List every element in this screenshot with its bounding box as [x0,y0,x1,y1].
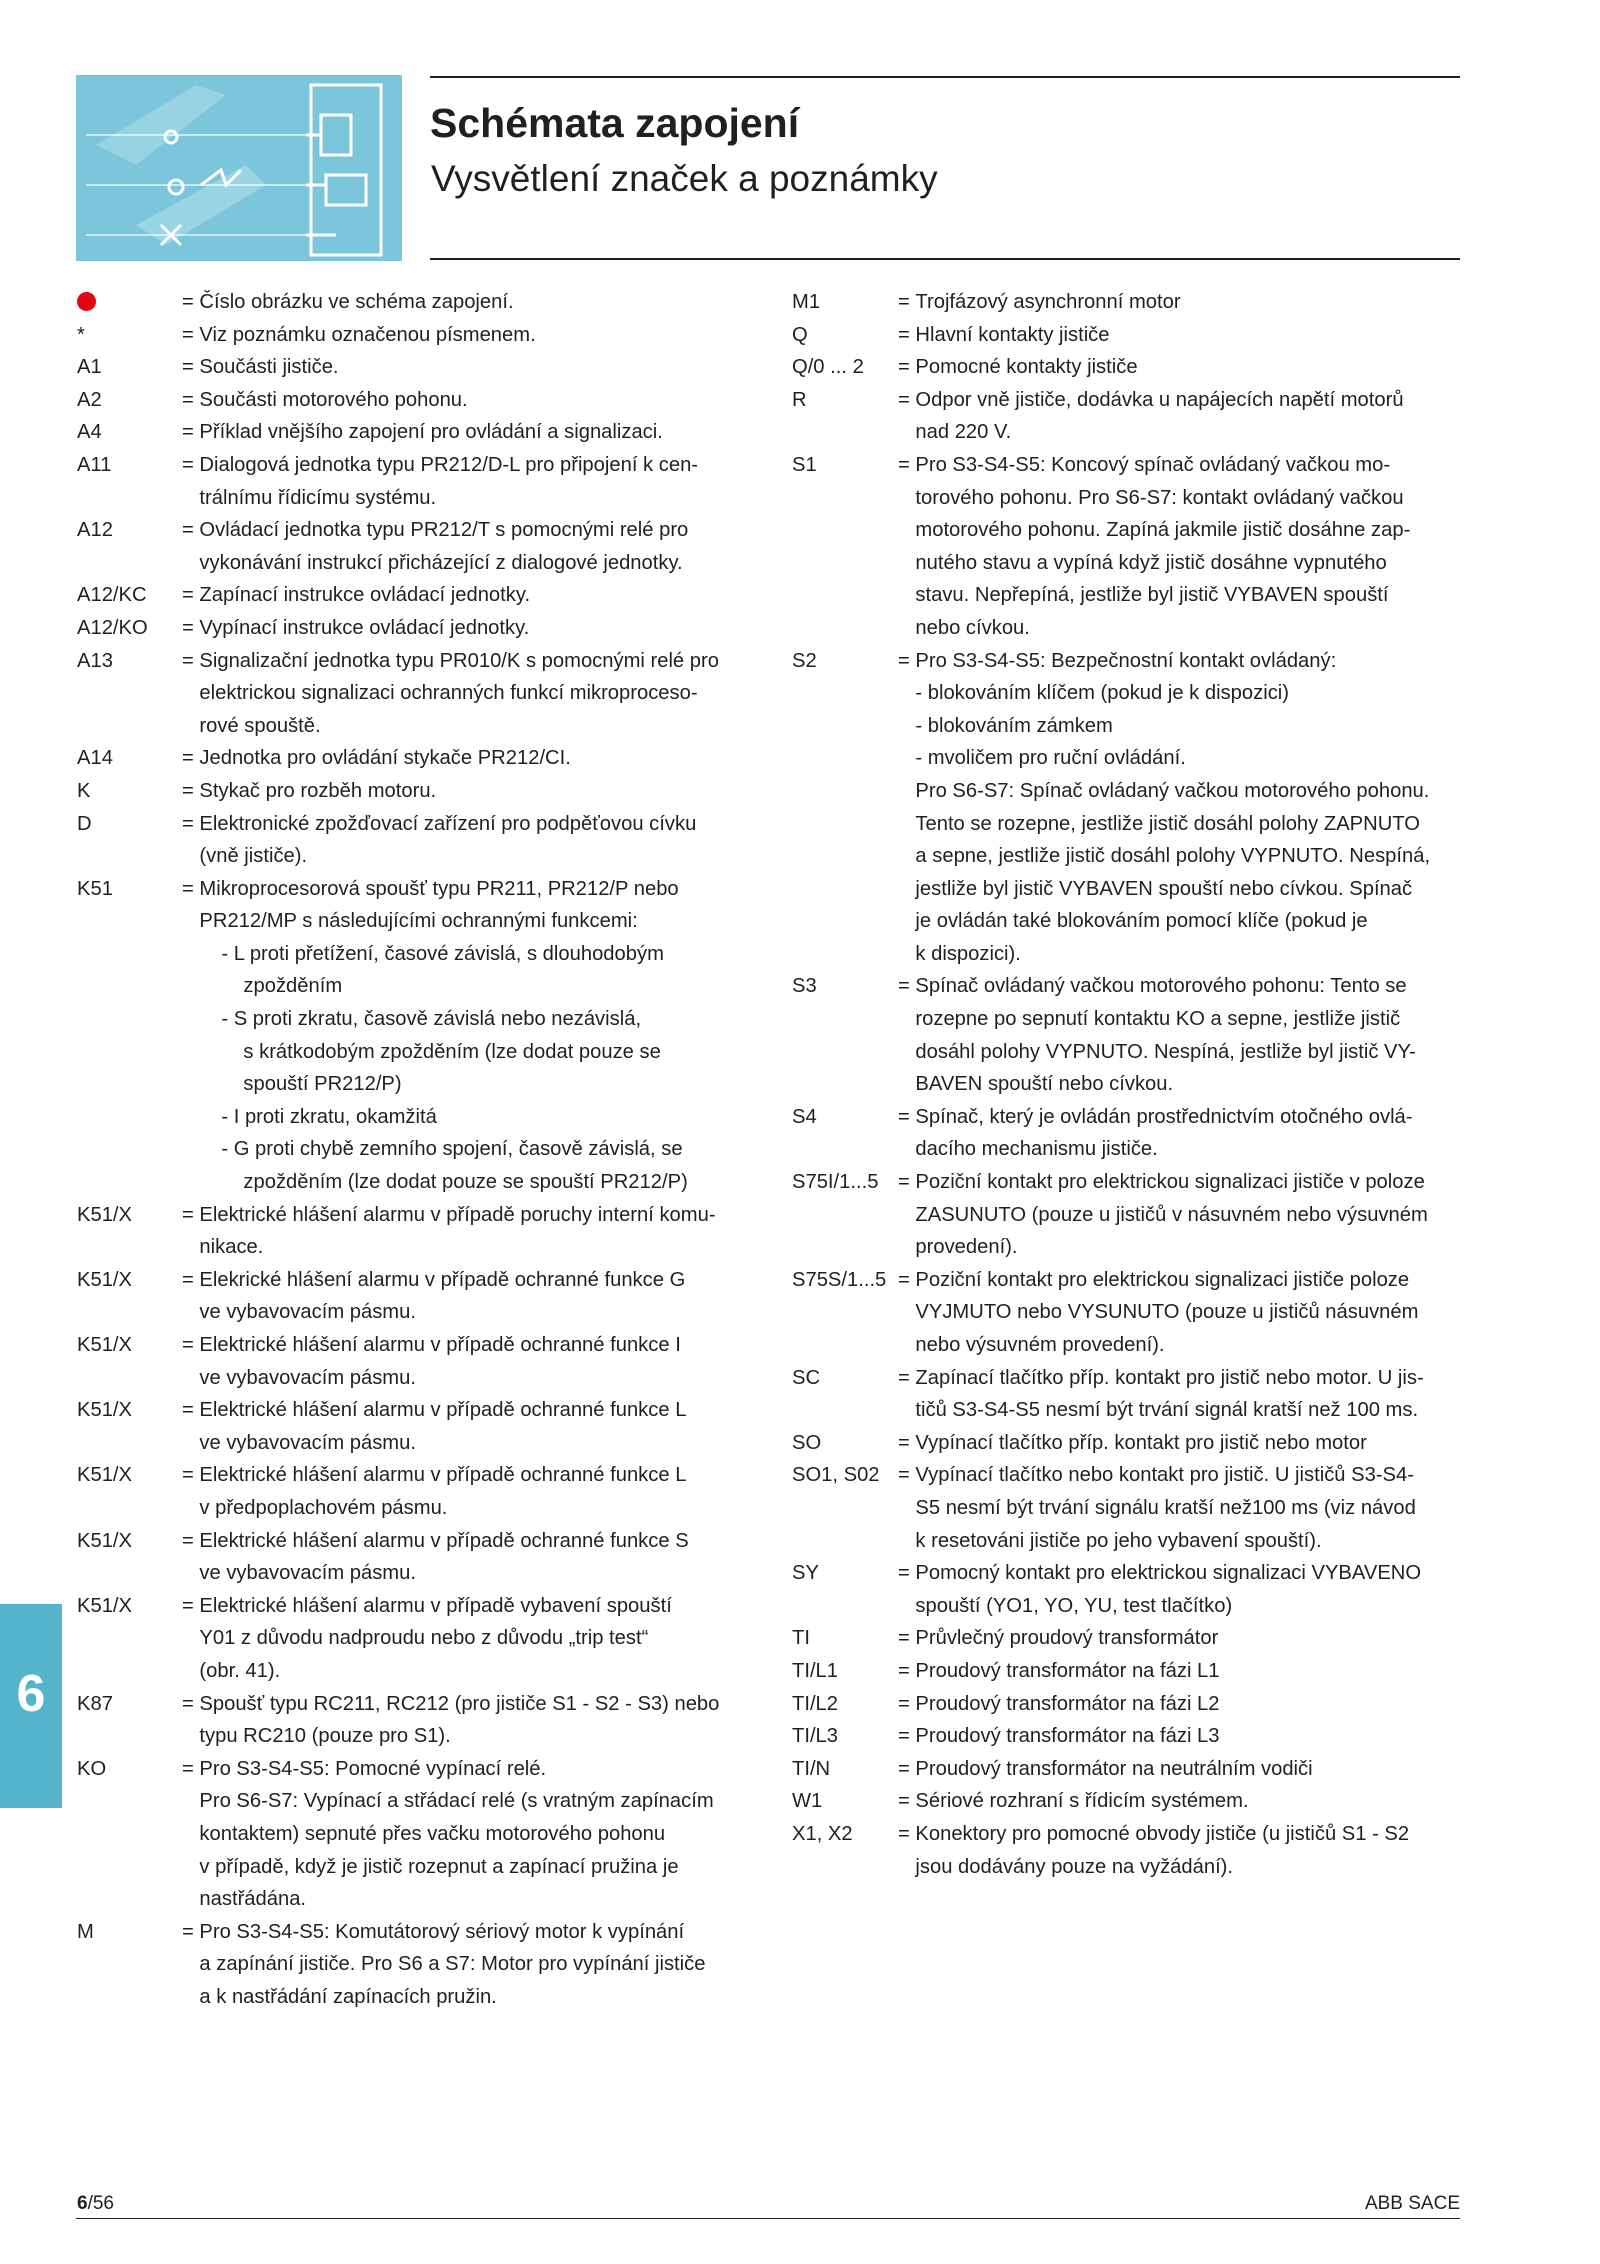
circuit-symbols-illustration [76,75,402,261]
legend-column-right [792,286,1460,1883]
description-line: Pro S3-S4-S5: Bezpečnostní kontakt ovládaný: [915,649,1337,672]
description-line: Pro S3-S4-S5: Komutátorový sériový motor k vypínání [199,1920,685,1943]
description-line: Poziční kontakt pro elektrickou signalizaci jističe v poloze [915,1171,1425,1194]
legend-entry [77,873,745,1199]
description-line: - mvoličem pro ruční ovládání. [915,747,1186,770]
legend-code: S4 [792,1105,817,1128]
description-line: ve vybavovacím pásmu. [199,1366,416,1389]
legend-equals: = [182,1757,194,1780]
legend-description [915,1427,1460,1460]
description-line: Součásti jističe. [199,356,339,379]
legend-equals: = [898,1562,910,1585]
legend-equals: = [898,1105,910,1128]
legend-equals: = [898,649,910,672]
description-line: spouští (YO1, YO, YU, test tlačítko) [915,1594,1233,1617]
description-line: v případě, když je jistič rozepnut a zapínací pružina je [199,1855,679,1878]
legend-equals: = [898,1268,910,1291]
legend-entry [792,1264,1460,1362]
description-line: je ovládán také blokováním pomocí klíče (pokud je [915,910,1368,933]
legend-equals: = [182,519,194,542]
description-line: Vypínací tlačítko nebo kontakt pro jistič. U jističů S3-S4- [915,1464,1414,1487]
legend-entry [792,1785,1460,1818]
description-line: Odpor vně jističe, dodávka u napájecích napětí motorů [915,388,1404,411]
legend-entry [77,1590,745,1688]
legend-equals: = [898,1822,910,1845]
legend-description [915,1688,1460,1721]
description-line: rozepne po sepnutí kontaktu KO a sepne, jestliže jistič [915,1008,1401,1031]
description-line: jsou dodávány pouze na vyžádání). [915,1855,1234,1878]
legend-entry [77,808,745,873]
description-line: jestliže byl jistič VYBAVEN spouští nebo cívkou. Spínač [915,877,1413,900]
description-line: zpožděním [243,975,343,998]
description-line: Signalizační jednotka typu PR010/K s pomocnými relé pro [199,649,719,672]
legend-entry [77,775,745,808]
legend-code: A14 [77,747,113,770]
description-line: Konektory pro pomocné obvody jističe (u jističů S1 - S2 [915,1822,1410,1845]
legend-code: K51/X [77,1594,132,1617]
legend-description [915,1101,1460,1166]
legend-equals: = [182,877,194,900]
legend-code: M [77,1920,94,1943]
legend-description [199,286,745,319]
description-line: Proudový transformátor na fázi L1 [915,1659,1220,1682]
legend-description [199,1753,745,1916]
description-line: typu RC210 (pouze pro S1). [199,1725,451,1748]
legend-code: KO [77,1757,107,1780]
description-line: Proudový transformátor na fázi L2 [915,1692,1220,1715]
legend-entry [792,970,1460,1100]
legend-entry [77,514,745,579]
legend-code: K51/X [77,1399,132,1422]
description-line: ve vybavovacím pásmu. [199,1431,416,1454]
legend-equals: = [182,323,194,346]
legend-description [199,775,745,808]
description-line: nikace. [199,1236,264,1259]
description-line: kontaktem) sepnuté přes vačku motorového pohonu [199,1822,666,1845]
description-line: - S proti zkratu, časově závislá nebo nezávislá, [221,1008,642,1031]
legend-entry [792,449,1460,645]
page-subtitle: Vysvětlení značek a poznámky [431,158,938,199]
legend-description [199,1329,745,1394]
legend-equals: = [898,1171,910,1194]
description-line: S5 nesmí být trvání signálu kratší než100 ms (viz návod [915,1496,1416,1519]
legend-equals: = [182,1529,194,1552]
description-line: Pro S6-S7: Spínač ovládaný vačkou motorového pohonu. [915,779,1430,802]
description-line: Součásti motorového pohonu. [199,388,468,411]
description-line: Elektrické hlášení alarmu v případě ochranné funkce L [199,1399,687,1422]
legend-description [915,1655,1460,1688]
description-line: Pro S3-S4-S5: Koncový spínač ovládaný vačkou mo- [915,453,1391,476]
legend-description [915,1362,1460,1427]
description-line: motorového pohonu. Zapíná jakmile jistič dosáhne zap- [915,519,1411,542]
header-illustration [76,75,402,261]
legend-description [199,514,745,579]
legend-entry [792,1688,1460,1721]
header-rule-bottom [430,258,1460,260]
description-line: (vně jističe). [199,845,308,868]
description-line: stavu. Nepřepíná, jestliže byl jistič VYBAVEN spouští [915,584,1389,607]
description-line: Číslo obrázku ve schéma zapojení. [199,291,514,313]
legend-entry [77,1916,745,2014]
legend-code: K51/X [77,1334,132,1356]
legend-description [199,1590,745,1688]
legend-entry [792,1557,1460,1622]
legend-code: S75S/1...5 [792,1268,887,1291]
legend-entry [77,742,745,775]
legend-equals: = [182,1334,194,1356]
description-line: nastřádána. [199,1888,307,1911]
legend-equals: = [898,1627,910,1650]
legend-entry [77,449,745,514]
description-line: Sériové rozhraní s řídicím systémem. [915,1790,1249,1813]
description-line: Mikroprocesorová spoušť typu PR211, PR212/P nebo [199,877,679,900]
legend-description [199,351,745,384]
legend-code: A12/KC [77,584,147,607]
description-line: Pomocný kontakt pro elektrickou signalizaci VYBAVENO [915,1562,1422,1585]
description-line: ve vybavovacím pásmu. [199,1562,416,1585]
description-line: Hlavní kontakty jističe [915,323,1110,346]
legend-entry [77,1688,745,1753]
legend-description [199,645,745,743]
description-line: a k nastřádání zapínacích pružin. [199,1985,497,2008]
legend-equals: = [898,975,910,998]
description-line: a sepne, jestliže jistič dosáhl polohy VYPNUTO. Nespíná, [915,845,1431,868]
description-line: nebo výsuvném provedení). [915,1334,1165,1356]
description-line: Proudový transformátor na neutrálním vodiči [915,1757,1313,1780]
description-line: (obr. 41). [199,1659,281,1682]
legend-entry [792,1101,1460,1166]
legend-entry [77,416,745,449]
description-line: tičů S3-S4-S5 nesmí být trvání signál kratší než 100 ms. [915,1399,1419,1422]
description-line: Elektronické zpožďovací zařízení pro podpěťovou cívku [199,812,697,835]
description-line: - blokováním klíčem (pokud je k dispozici) [915,682,1290,705]
description-line: k dispozici). [915,942,1021,965]
legend-code: A12 [77,519,113,542]
description-line: ve vybavovacím pásmu. [199,1301,416,1324]
description-line: nebo cívkou. [915,616,1030,639]
description-line: - L proti přetížení, časové závislá, s dlouhodobým [221,942,664,965]
legend-entry [77,319,745,352]
legend-description [915,319,1460,352]
legend-code: S1 [792,453,817,476]
description-line: Pro S3-S4-S5: Pomocné vypínací relé. [199,1757,547,1780]
legend-equals: = [182,291,194,313]
legend-entry [792,286,1460,319]
description-line: nutého stavu a vypíná když jistič dosáhne vypnutého [915,551,1387,574]
description-line: Spínač, který je ovládán prostřednictvím otočného ovlá- [915,1105,1413,1128]
description-line: Dialogová jednotka typu PR212/D-L pro připojení k cen- [199,453,699,476]
description-line: provedení). [915,1236,1018,1259]
legend-code: K [77,779,91,802]
legend-entry [792,1818,1460,1883]
legend-code: W1 [792,1790,823,1813]
legend-entry [77,1199,745,1264]
legend-entry [77,1459,745,1524]
legend-code: SO1, S02 [792,1464,880,1487]
legend-description [915,351,1460,384]
legend-code: S3 [792,975,817,998]
legend-description [915,1720,1460,1753]
legend-code: K87 [77,1692,113,1715]
legend-code: K51/X [77,1529,132,1552]
description-line: nad 220 V. [915,421,1012,444]
legend-entry [77,579,745,612]
description-line: ZASUNUTO (pouze u jističů v násuvném nebo výsuvném [915,1203,1428,1226]
description-line: spouští PR212/P) [243,1073,402,1096]
legend-entry [77,1394,745,1459]
description-line: Vypínací instrukce ovládací jednotky. [199,616,530,639]
legend-code: K51 [77,877,113,900]
legend-entry [77,1525,745,1590]
legend-equals: = [182,649,194,672]
legend-equals: = [182,388,194,411]
description-line: v předpoplachovém pásmu. [199,1496,448,1519]
description-line: Y01 z důvodu nadproudu nebo z důvodu „trip test“ [199,1627,649,1650]
description-line: VYJMUTO nebo VYSUNUTO (pouze u jističů násuvném [915,1301,1419,1324]
legend-description [915,1459,1460,1557]
legend-description [915,1166,1460,1264]
legend-entry [77,1264,745,1329]
page-number-rest: /56 [87,2193,114,2214]
legend-entry [792,1753,1460,1786]
description-line: Vypínací tlačítko příp. kontakt pro jistič nebo motor [915,1431,1367,1454]
description-line: Elektrické hlášení alarmu v případě ochranné funkce L [199,1464,687,1487]
description-line: a zapínání jističe. Pro S6 a S7: Motor pro vypínání jističe [199,1953,706,1976]
legend-code: TI/L1 [792,1659,839,1682]
legend-entry [77,645,745,743]
legend-description [199,1688,745,1753]
legend-entry [792,645,1460,971]
description-line: Jednotka pro ovládání stykače PR212/CI. [199,747,571,770]
red-dot-marker-icon [77,292,96,311]
legend-code: A13 [77,649,113,672]
legend-code [77,286,182,319]
legend-equals: = [182,779,194,802]
legend-code: TI/N [792,1757,831,1780]
legend-description [915,645,1460,971]
legend-description [915,1818,1460,1883]
legend-equals: = [898,1366,910,1389]
description-line: elektrickou signalizaci ochranných funkcí mikroproceso- [199,682,698,705]
legend-description [199,612,745,645]
legend-entry [77,612,745,645]
description-line: Elekrické hlášení alarmu v případě ochranné funkce G [199,1268,686,1291]
description-line: Stykač pro rozběh motoru. [199,779,437,802]
legend-equals: = [898,453,910,476]
legend-description [915,449,1460,645]
legend-description [199,1459,745,1524]
legend-equals: = [182,747,194,770]
legend-equals: = [182,1920,194,1943]
legend-equals: = [182,1692,194,1715]
legend-equals: = [182,812,194,835]
legend-equals: = [898,1790,910,1813]
legend-entry [792,319,1460,352]
legend-code: A2 [77,388,102,411]
legend-entry [792,384,1460,449]
legend-equals: = [898,388,910,411]
description-line: Viz poznámku označenou písmenem. [199,323,536,346]
legend-equals: = [182,1268,194,1291]
legend-description [199,579,745,612]
section-tab-number: 6 [16,1665,46,1723]
description-line: Pro S6-S7: Vypínací a střádací relé (s vratným zapínacím [199,1790,714,1813]
legend-equals: = [182,356,194,379]
description-line: Příklad vnějšího zapojení pro ovládání a signalizaci. [199,421,663,444]
legend-code: Q/0 ... 2 [792,356,864,379]
legend-description [915,384,1460,449]
page-title: Schémata zapojení [430,100,800,146]
description-line: Spínač ovládaný vačkou motorového pohonu: Tento se [915,975,1407,998]
legend-equals: = [898,1659,910,1682]
legend-description [199,1394,745,1459]
header-rule-top [430,76,1460,78]
legend-code: M1 [792,291,821,313]
description-line: - I proti zkratu, okamžitá [221,1105,437,1128]
description-line: Spoušť typu RC211, RC212 (pro jističe S1 - S2 - S3) nebo [199,1692,720,1715]
description-line: Elektrické hlášení alarmu v případě ochranné funkce S [199,1529,689,1552]
description-line: Proudový transformátor na fázi L3 [915,1725,1220,1748]
legend-code: K51/X [77,1268,132,1291]
legend-code: SC [792,1366,821,1389]
legend-entry [792,351,1460,384]
legend-description [199,449,745,514]
description-line: Zapínací tlačítko příp. kontakt pro jistič nebo motor. U jis- [915,1366,1424,1389]
description-line: Tento se rozepne, jestliže jistič dosáhl polohy ZAPNUTO [915,812,1420,835]
legend-column-left [77,286,745,2013]
legend-equals: = [898,1431,910,1454]
description-line: vykonávání instrukcí přicházející z dialogové jednotky. [199,551,683,574]
legend-code: A11 [77,453,112,476]
legend-entry [792,1427,1460,1460]
legend-description [915,1264,1460,1362]
legend-equals: = [182,453,194,476]
footer-rule [76,2218,1460,2219]
legend-description [199,384,745,417]
legend-entry [792,1655,1460,1688]
footer-brand: ABB SACE [1364,2193,1460,2214]
legend-description [199,1916,745,2014]
legend-description [199,873,745,1199]
legend-equals: = [898,1692,910,1715]
legend-entry [77,286,745,319]
description-line: k resetováni jističe po jeho vybavení spouští). [915,1529,1322,1552]
description-line: Poziční kontakt pro elektrickou signalizaci jističe poloze [915,1268,1410,1291]
legend-code: S75I/1...5 [792,1171,879,1194]
description-line: dosáhl polohy VYPNUTO. Nespíná, jestliže byl jistič VY- [915,1040,1416,1063]
description-line: Pomocné kontakty jističe [915,356,1138,379]
legend-code: S2 [792,649,817,672]
legend-entry [792,1720,1460,1753]
legend-description [915,1785,1460,1818]
legend-description [915,1622,1460,1655]
legend-equals: = [898,356,910,379]
description-line: BAVEN spouští nebo cívkou. [915,1073,1174,1096]
legend-entry [792,1622,1460,1655]
description-line: Ovládací jednotka typu PR212/T s pomocnými relé pro [199,519,689,542]
legend-entry [792,1459,1460,1557]
legend-equals: = [898,1757,910,1780]
description-line: Trojfázový asynchronní motor [915,291,1181,313]
legend-code: X1, X2 [792,1822,853,1845]
description-line: - blokováním zámkem [915,714,1113,737]
legend-equals: = [898,1464,910,1487]
legend-code: TI [792,1627,810,1650]
description-line: s krátkodobým zpožděním (lze dodat pouze se [243,1040,661,1063]
legend-code: D [77,812,92,835]
description-line: trálnímu řídicímu systému. [199,486,437,509]
description-line: Zapínací instrukce ovládací jednotky. [199,584,531,607]
legend-description [915,1557,1460,1622]
description-line: Elektrické hlášení alarmu v případě vybavení spouští [199,1594,672,1617]
legend-description [915,1753,1460,1786]
description-line: rové spouště. [199,714,321,737]
legend-entry [792,1166,1460,1264]
page-number-section: 6 [77,2193,88,2214]
description-line: zpožděním (lze dodat pouze se spouští PR212/P) [243,1171,688,1194]
page-number [77,2193,114,2215]
legend-entry [77,384,745,417]
legend-description [199,742,745,775]
legend-description [199,1199,745,1264]
legend-description [915,286,1460,319]
legend-code: Q [792,323,808,346]
legend-description [199,416,745,449]
legend-equals: = [182,1594,194,1617]
description-line: Elektrické hlášení alarmu v případě ochranné funkce I [199,1334,681,1356]
description-line: - G proti chybě zemního spojení, časově závislá, se [221,1138,683,1161]
legend-code: R [792,388,807,411]
legend-code: TI/L2 [792,1692,839,1715]
description-line: Průvlečný proudový transformátor [915,1627,1219,1650]
legend-description [199,319,745,352]
legend-description [915,970,1460,1100]
legend-equals: = [182,1464,194,1487]
legend-equals: = [182,421,194,444]
legend-code: * [77,323,85,346]
legend-code: A12/KO [77,616,148,639]
description-line: PR212/MP s následujícími ochrannými funkcemi: [199,910,638,933]
legend-code: SY [792,1562,819,1585]
legend-code: K51/X [77,1464,132,1487]
legend-code: TI/L3 [792,1725,839,1748]
legend-equals: = [182,616,194,639]
description-line: torového pohonu. Pro S6-S7: kontakt ovládaný vačkou [915,486,1404,509]
legend-equals: = [898,1725,910,1748]
legend-equals: = [182,584,194,607]
legend-equals: = [182,1399,194,1422]
legend-code: A4 [77,421,102,444]
legend-entry [792,1362,1460,1427]
legend-code: K51/X [77,1203,132,1226]
legend-description [199,1264,745,1329]
legend-equals: = [898,291,910,313]
legend-entry [77,351,745,384]
legend-description [199,808,745,873]
legend-equals: = [898,323,910,346]
legend-entry [77,1329,745,1394]
legend-description [199,1525,745,1590]
legend-code: A1 [77,356,102,379]
legend-equals: = [182,1203,194,1226]
legend-code: SO [792,1431,822,1454]
description-line: dacího mechanismu jističe. [915,1138,1158,1161]
legend-entry [77,1753,745,1916]
description-line: Elektrické hlášení alarmu v případě poruchy interní komu- [199,1203,716,1226]
